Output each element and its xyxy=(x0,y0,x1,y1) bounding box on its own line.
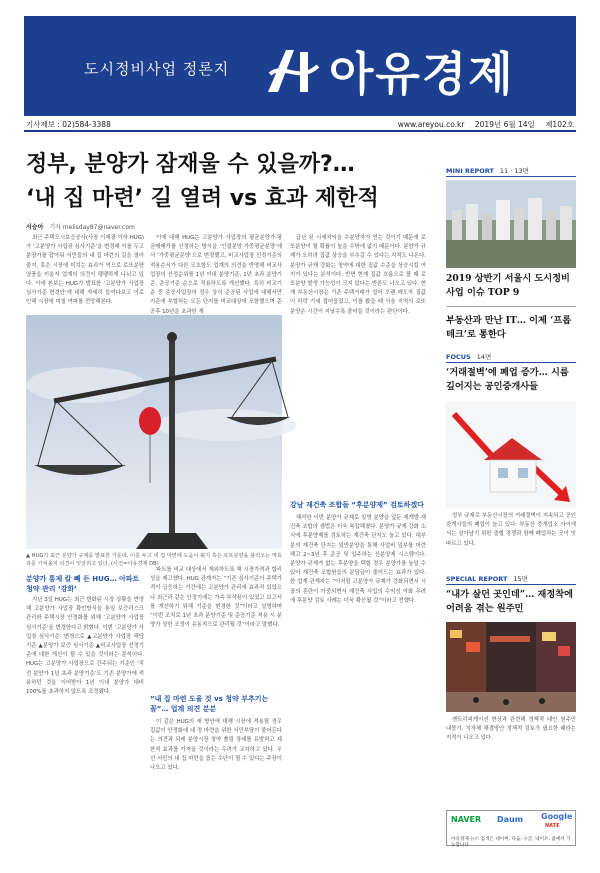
cityscape-image xyxy=(446,180,576,268)
issue-number: 제102호 xyxy=(545,120,574,129)
proptech-headline[interactable]: 부동산과 만난 IT… 이제 ‘프롭테크’로 통한다 xyxy=(446,315,572,340)
focus-headline[interactable]: ‘거래절벽’에 폐업 증가… 시름 깊어지는 공인중개사들 xyxy=(446,367,569,392)
info-bar xyxy=(24,116,576,132)
mini-report-headline[interactable]: 2019 상반기 서울시 도시정비 사업 이슈 TOP 9 xyxy=(446,273,570,298)
divider xyxy=(446,176,576,177)
article-paragraph: 지난 3일 HUG는 최근 변화된 시장 상황을 반영해 고분양가 사업장 확인방식을 통일 보증리스크 관리와 주택시장 안정화를 위해 ‘고분양가 사업장 심사기준’을 변경한다고 밝혔다. 이번 ‘고분양가 사업장 심사기준’ 변경으로 ▲고분양가 사업장 해당 기준 ▲분양가 보증 심사기준 ▲비교사업장 선정기준에 대한 개선이 될 수 있을 것이라는 분석이다. HUG는 고분양가 사업장으로 간주되는 기준인 ‘직전 분양가 1년 초과 분양기준’도 기존 분양가에 적용하던 것을 이어받아 1년 이내 분양가 대비 100%를 초과하지 않도록 조정됐다. xyxy=(26,597,144,696)
mini-report-label: MINI REPORT 11 · 13면 xyxy=(446,167,529,175)
special-report-headline[interactable]: “내가 살던 곳인데”… 재정착에 어려움 겪는 원주민 xyxy=(446,589,573,614)
divider xyxy=(446,306,576,307)
nate-logo[interactable]: NATE xyxy=(545,823,560,829)
masthead xyxy=(24,16,576,116)
article-col3-top xyxy=(290,234,426,494)
headline xyxy=(26,148,426,216)
byline xyxy=(26,222,135,231)
focus-label: FOCUS 14면 xyxy=(446,353,492,361)
subhead-2: “내 집 마련 도울 것 vs 청약 부추기는 꼴”… 업계 의견 분분 xyxy=(150,695,269,713)
author-name: 서승아 xyxy=(26,224,44,231)
focus-paragraph: 정부 규제로 부동산시장의 거래절벽이 지속되고 공인중개사들의 폐업이 늘고 있다. 부동산 중개업소 사이에서는 살아남기 위한 출혈 경쟁과 함께 폐업하는 곳이 잇따르고 있다. xyxy=(446,513,576,547)
city-photo xyxy=(446,180,576,268)
author-meta: 기자 melisday87@naver.com xyxy=(49,224,135,231)
article-col2-bottom-2 xyxy=(150,718,282,854)
article-col2-top xyxy=(150,234,282,315)
portal-note: 아유경제 뉴스 검색은 네이버, 다음, 구글, 네이트, 줌에서 가능합니다 xyxy=(451,837,571,848)
article-col3-bottom xyxy=(290,514,426,854)
masthead-title: 아유경제 xyxy=(329,47,515,101)
special-text xyxy=(446,716,576,804)
article-paragraph: 파트를 비교 대상에서 제외하도록 해 시장가격과 합리성을 제고했다. HUG 관계자는 “기존 심사기준이 주택가격이 급등하는 기간에는 고분양가 관리에 효과적 있었으나 최근과 같은 안정기에는 가속 부작용이 있었고 보고서를 개선하기 위해 기준을 변경한 것”이라고 설명하며 “이번 조치로 1년 초과 분양기준 및 준공기준 적용 시 분양가 상한 조정이 유동적으로 관리될 것”이라고 말했다. xyxy=(150,567,282,629)
article-paragraph: 급난 된 시세차익을 수분양자가 얻는 것이기 때문에 로또분양이 될 확률이 높을 수밖에 없기 때문이다. 분양가 규제가 오히려 집값 상승을 부추길 수 있다는 지적도 나온다. 분양가 규제 강화는 청약에 대한 집값 수준을 상승시킬 여지가 있다는 분석이다. 반면 현재 집값 흐름으로 볼 때 로또분양 발생 가능성이 크지 않다는 반론도 나오고 있다. 현재 부동산시장은 기존 주택거래가 얼어 오랜 매도자 집값이 하락 기세 접어들었고, 이를 봤을 때 서울 지역의 로또분양은 시간이 지날수록 줄어들 것이라는 판단이다. xyxy=(290,235,426,315)
headline-line-2: ‘내 집 마련’ 길 열려 vs 효과 제한적 xyxy=(26,186,379,211)
publication-info xyxy=(390,119,574,130)
photo-caption: ▲ HUG가 최근 분양가 규제를 발표한 가운데, 이를 두고 내 집 마련에 도움이 될지 혹은 로또분양을 불러오는 역효과를 가져올지 의견이 엇갈리고 있다. (사진=아유경제 DB) xyxy=(26,553,282,567)
street-photo xyxy=(446,622,576,712)
focus-text xyxy=(446,512,576,568)
daum-logo[interactable]: Daum xyxy=(497,815,524,824)
tip-line: 기사제보 : 02)584-3388 xyxy=(26,120,111,129)
article-paragraph: 최근 주택도시보증공사(사장 이재광·이하 HUG)가 ‘고분양가 사업장 심사기준’을 변경해 이를 두고 분양가를 잡아둬 서민들의 내 집 마련의 길을 열어 줄지, 혹은 시장에 미치는 효과가 역으로 로또분양 열풍을 키울지 업계의 의견이 팽팽하게 나뉘고 있다. 이에 본보는 HUG가 발표한 ‘고분양가 사업장 심사기준 변경안’에 대해 자세히 들여다보고 이로 인해 시장에 미칠 여파를 전망해본다. xyxy=(26,235,144,306)
masthead-subtitle: 도시정비사업 정론지 xyxy=(84,60,230,78)
subhead-3: 강남 재건축 조합들 “후분양제” 검토하겠다 xyxy=(290,501,424,509)
google-logo[interactable]: Google xyxy=(541,812,573,821)
article-paragraph: 해석한 이번 분양가 규제로 일명 분양을 앞둔 재개발·재건축 조합의 셈법은 더욱 복잡해졌다. 분양가 규제 강화 소식에 후분양제를 검토하는 재건축 단지도 늘고 있다. 대부분의 재건축 단지는 일반분양을 통해 사업비 일부를 마련해고 2~3년 후 준공 및 입주하는 선분양제 시스템이다. 분양가 규제가 없는 후분양을 택할 경우 분양가를 높일 수 있어 재건축 조합원들의 분담금이 줄어드는 효과가 있다. 한 업계 관계자는 “이처럼 고분양가 규제가 강화되면서 시장의 혼란이 가중되면서 재건축 사업의 수익성 악화 우려에 후분양 검토 사례는 더욱 확산될 것”이라고 전했다. xyxy=(290,515,426,604)
subhead-1: 분양가 통제 칼 빼 든 HUG… 아파트 청약 관리 ‘강화’ xyxy=(26,575,140,593)
article-paragraph: 이 같은 HUG의 새 방안에 대해 시장에 적용될 경우 집값이 안정화에 대 정 마련을 위한 서민부담이 줄어든다는 의견과 되레 분양시장 청약 쏠림 장세를 유발하고 제한적 효과를 가져올 것이라는 우려가 교차하고 있다. 우선 서민의 내 집 마련을 돕는 수단이 될 수 있다는 주장이 나오고 있다. xyxy=(150,719,282,772)
special-report-label: SPECIAL REPORT 15면 xyxy=(446,575,528,583)
article-col2-bottom xyxy=(150,566,282,692)
divider xyxy=(446,362,576,363)
newspaper-logo-icon xyxy=(264,44,322,96)
issue-date: 2019년 6월 14일 xyxy=(474,120,535,129)
headline-line-1: 정부, 분양가 잠재울 수 있을까?… xyxy=(26,152,355,177)
divider xyxy=(446,584,576,585)
article-col1-bottom xyxy=(26,596,144,854)
site-url[interactable]: www.areyou.co.kr xyxy=(397,120,465,129)
article-col1-top xyxy=(26,234,144,310)
portal-banner[interactable] xyxy=(446,810,576,846)
house-photo xyxy=(446,402,576,508)
scale-balance-image xyxy=(26,315,282,549)
main-photo xyxy=(26,315,282,549)
naver-logo[interactable]: NAVER xyxy=(451,815,482,824)
house-arrow-image xyxy=(446,402,576,508)
special-paragraph: 젠트리피케이션 현상과 관련해 정책적 대안 원주민 내몰기, 지자체 해결방안 정책적 검토가 필요한 때라는 지적이 나오고 있다. xyxy=(446,717,576,742)
street-night-image xyxy=(446,622,576,712)
article-paragraph: 이에 대해 HUG는 고분양가 사업장의 평균분양가·평균매매가를 산정하는 방식을 ‘인접분양·가중평균분양’에서 ‘가중평균분양’으로 변경했고, 비교사업장 선정기준의 적용순서가 다른 모호함도 업계의 의견을 반영해 비교사업장의 선정순위를 1년 이내 분양기준, 1년 초과 분양기준, 준공기준 순으로 적용하도록 개선했다. 특히 비교기준 중 준공사업장의 경우 상식 준공된 사업에 대해서만 기준에 부합하는 모든 단지를 비교대상에 포함했으며 준공후 10년을 초과한 재 xyxy=(150,235,282,315)
